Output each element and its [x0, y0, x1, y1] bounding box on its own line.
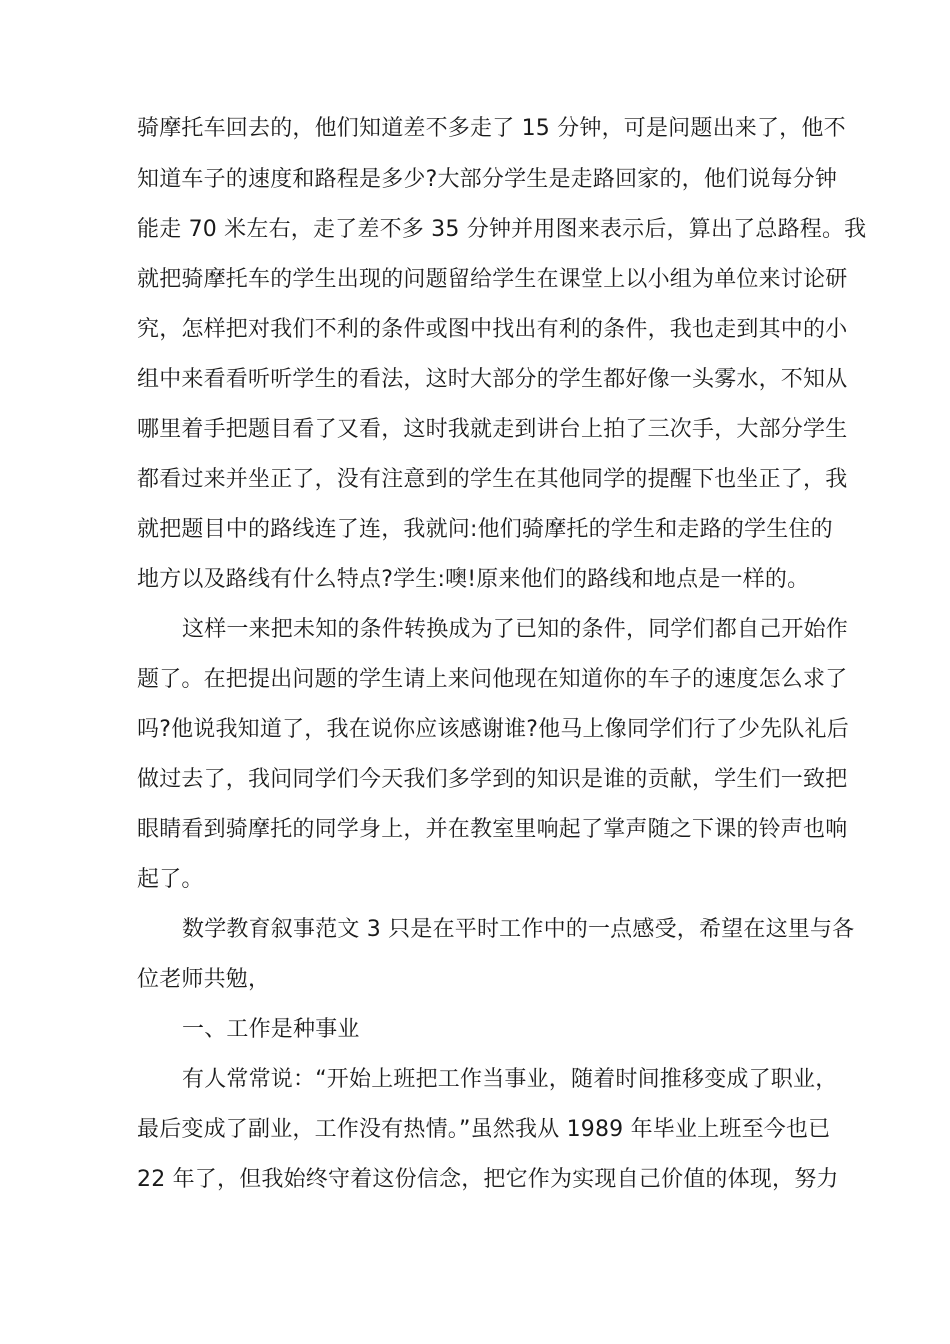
text-line: 22 年了，但我始终守着这份信念，把它作为实现自己价值的体现，努力 [137, 1167, 839, 1192]
text-line: 知道车子的速度和路程是多少?大部分学生是走路回家的，他们说每分钟 [137, 167, 838, 192]
text-line: 能走 70 米左右，走了差不多 35 分钟并用图来表示后，算出了总路程。我 [137, 217, 867, 242]
section-heading: 一、工作是种事业 [182, 1017, 360, 1042]
text-line: 最后变成了副业，工作没有热情。”虽然我从 1989 年毕业上班至今也已 [137, 1117, 831, 1142]
text-line: 题了。在把提出问题的学生请上来问他现在知道你的车子的速度怎么求了 [137, 667, 848, 692]
text-line: 都看过来并坐正了，没有注意到的学生在其他同学的提醒下也坐正了，我 [137, 467, 848, 492]
text-line: 就把题目中的路线连了连，我就问:他们骑摩托的学生和走路的学生住的 [137, 517, 833, 542]
text-line: 吗?他说我知道了，我在说你应该感谢谁?他马上像同学们行了少先队礼后 [137, 717, 849, 742]
text-line: 骑摩托车回去的，他们知道差不多走了 15 分钟，可是问题出来了，他不 [137, 116, 846, 141]
text-line: 组中来看看听听学生的看法，这时大部分的学生都好像一头雾水，不知从 [137, 367, 848, 392]
paragraph-first-line: 这样一来把未知的条件转换成为了已知的条件，同学们都自己开始作 [182, 617, 849, 642]
paragraph-first-line: 数学教育叙事范文 3 只是在平时工作中的一点感受，希望在这里与各 [182, 917, 855, 942]
text-line: 眼睛看到骑摩托的同学身上，并在教室里响起了掌声随之下课的铃声也响 [137, 817, 848, 842]
text-line: 起了。 [137, 867, 204, 892]
text-line: 就把骑摩托车的学生出现的问题留给学生在课堂上以小组为单位来讨论研 [137, 267, 848, 292]
text-line: 地方以及路线有什么特点?学生:噢!原来他们的路线和地点是一样的。 [137, 567, 810, 592]
text-line: 做过去了，我问同学们今天我们多学到的知识是谁的贡献，学生们一致把 [137, 767, 848, 792]
paragraph-first-line: 有人常常说：“开始上班把工作当事业，随着时间推移变成了职业， [182, 1067, 838, 1092]
text-line: 哪里着手把题目看了又看，这时我就走到讲台上拍了三次手，大部分学生 [137, 417, 848, 442]
text-line: 究，怎样把对我们不利的条件或图中找出有利的条件，我也走到其中的小 [137, 317, 848, 342]
text-line: 位老师共勉， [137, 967, 271, 992]
